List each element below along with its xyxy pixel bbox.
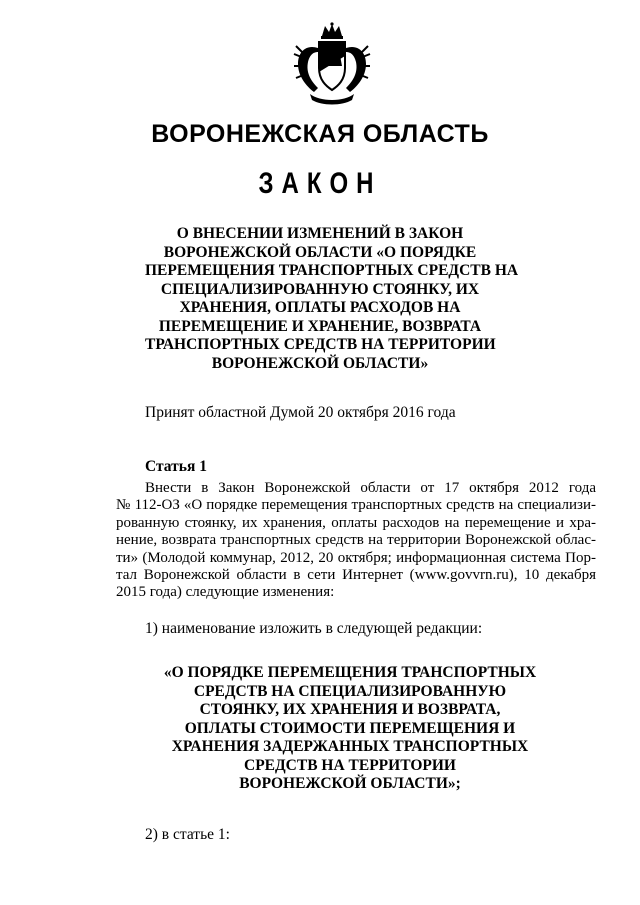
body-line: № 112-ОЗ «О порядке перемещения транспортных средств на специализи-: [116, 497, 596, 514]
new-title-line: ОПЛАТЫ СТОИМОСТИ ПЕРЕМЕЩЕНИЯ И: [184, 719, 516, 737]
document-type-title: ЗАКОН: [258, 167, 382, 200]
body-line: рованную стоянку, их хранения, оплаты расходов на перемещение и хра-: [116, 514, 596, 531]
new-title-line: ВОРОНЕЖСКОЙ ОБЛАСТИ»;: [239, 775, 461, 792]
subject-line: ХРАНЕНИЯ, ОПЛАТЫ РАСХОДОВ НА: [179, 299, 461, 316]
article-body: [116, 480, 596, 602]
new-title-line: СТОЯНКУ, ИХ ХРАНЕНИЯ И ВОЗВРАТА,: [199, 701, 501, 718]
body-line: 2015 года) следующие изменения:: [116, 584, 335, 601]
amendment-item-1: 1) наименование изложить в следующей редакции:: [145, 620, 483, 637]
new-title-line: ХРАНЕНИЯ ЗАДЕРЖАННЫХ ТРАНСПОРТНЫХ: [171, 738, 529, 755]
article-heading: Статья 1: [145, 458, 207, 475]
new-law-title: [120, 664, 580, 794]
law-subject: [145, 225, 519, 373]
new-title-line: СРЕДСТВ НА СПЕЦИАЛИЗИРОВАННУЮ: [193, 682, 507, 700]
subject-line: ВОРОНЕЖСКОЙ ОБЛАСТИ «О ПОРЯДКЕ: [163, 243, 477, 261]
body-line: ти» (Молодой коммунар, 2012, 20 октября; информационная система Пор-: [116, 549, 596, 566]
amendment-item-2: 2) в статье 1:: [145, 826, 230, 843]
body-line: нение, возврата транспортных средств на территории Воронежской облас-: [116, 532, 596, 549]
new-title-line: «О ПОРЯДКЕ ПЕРЕМЕЩЕНИЯ ТРАНСПОРТНЫХ: [163, 664, 537, 681]
body-line: тал Воронежской области в сети Интернет (www.govvrn.ru), 10 декабря: [116, 567, 596, 584]
subject-line: ПЕРЕМЕЩЕНИЯ ТРАНСПОРТНЫХ СРЕДСТВ НА: [145, 262, 519, 279]
subject-line: СПЕЦИАЛИЗИРОВАННУЮ СТОЯНКУ, ИХ: [160, 280, 480, 298]
new-title-line: СРЕДСТВ НА ТЕРРИТОРИИ: [244, 756, 456, 774]
subject-line: ПЕРЕМЕЩЕНИЕ И ХРАНЕНИЕ, ВОЗВРАТА: [158, 317, 482, 335]
subject-line: О ВНЕСЕНИИ ИЗМЕНЕНИЙ В ЗАКОН: [176, 225, 464, 242]
subject-line: ВОРОНЕЖСКОЙ ОБЛАСТИ»: [211, 354, 429, 372]
subject-line: ТРАНСПОРТНЫХ СРЕДСТВ НА ТЕРРИТОРИИ: [145, 336, 496, 353]
adoption-statement: Принят областной Думой 20 октября 2016 года: [145, 404, 456, 421]
region-title: ВОРОНЕЖСКАЯ ОБЛАСТЬ: [151, 120, 489, 148]
body-line: Внести в Закон Воронежской области от 17 октября 2012 года: [145, 480, 596, 496]
coat-of-arms-emblem: [292, 22, 372, 106]
